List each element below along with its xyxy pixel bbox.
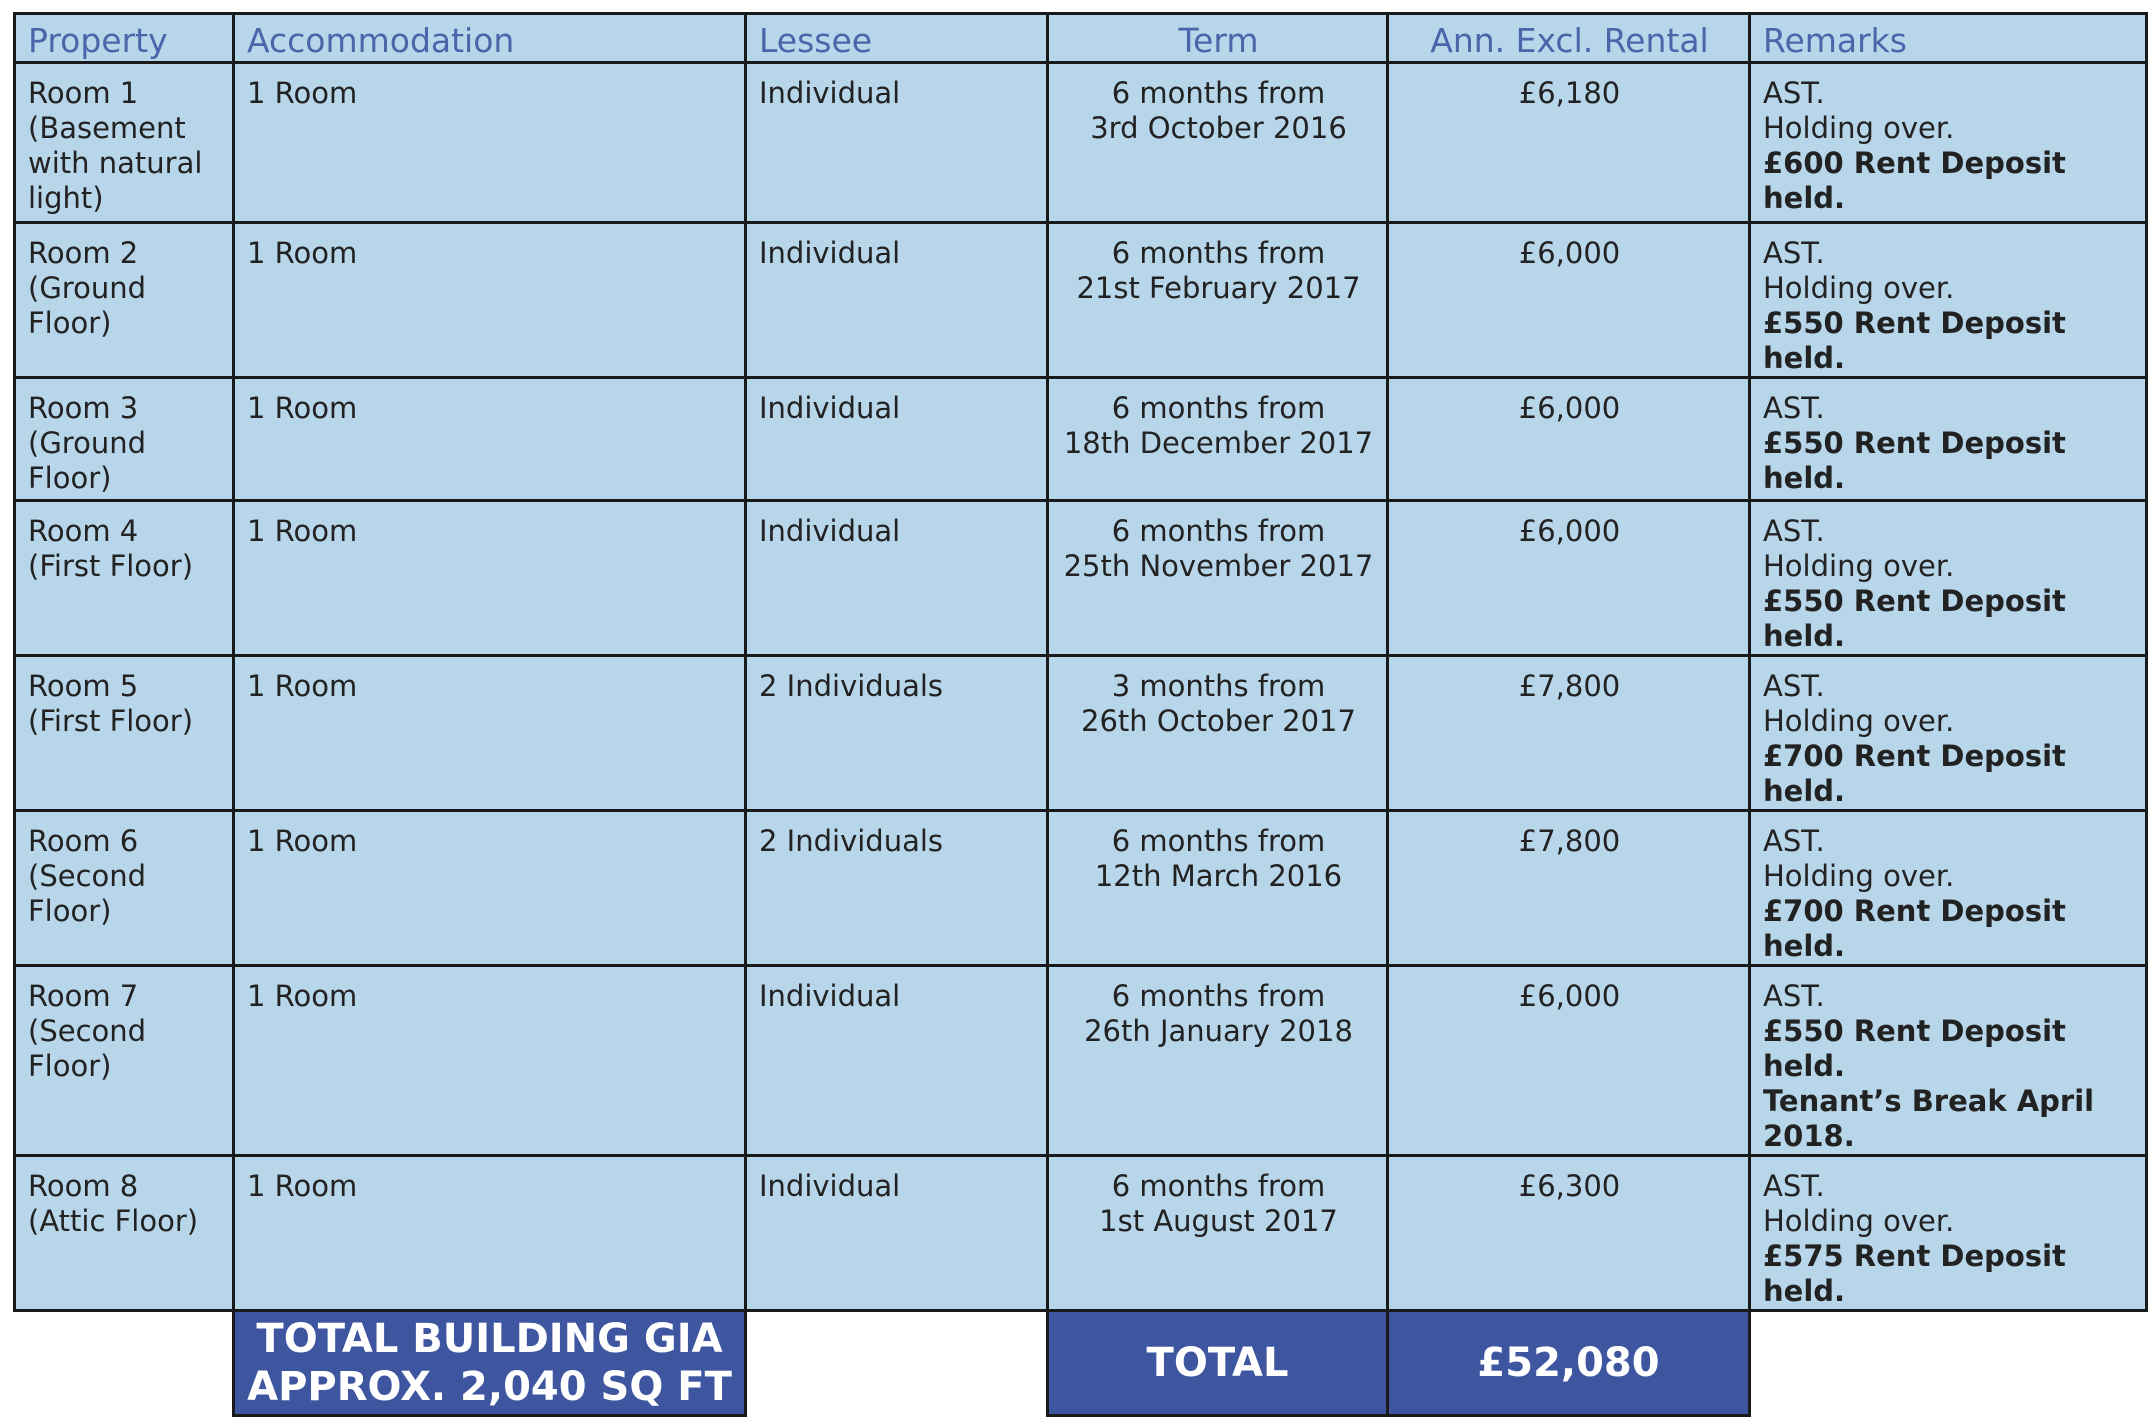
totals-spacer-left: [15, 1311, 234, 1416]
term-line: 6 months from: [1111, 979, 1326, 1013]
remark-line: Holding over.: [1763, 549, 1955, 583]
term-cell: [1048, 811, 1388, 966]
table-row: [15, 63, 2147, 223]
remark-bold-line: £700 Rent Deposit held.: [1763, 739, 2066, 808]
table-row: [15, 501, 2147, 656]
term-cell: [1048, 223, 1388, 378]
property-cell: [15, 501, 234, 656]
lessee-cell: 2 Individuals: [746, 656, 1048, 811]
header-rental: Ann. Excl. Rental: [1388, 14, 1750, 63]
remarks-cell: [1750, 501, 2147, 656]
accommodation-cell: 1 Room: [234, 966, 746, 1156]
header-property: Property: [15, 14, 234, 63]
table-row: [15, 1156, 2147, 1311]
property-cell: [15, 656, 234, 811]
property-cell: [15, 223, 234, 378]
remark-line: AST.: [1763, 76, 1825, 110]
term-line: 3rd October 2016: [1090, 111, 1347, 145]
header-accommodation: Accommodation: [234, 14, 746, 63]
property-line: Room 2: [28, 236, 139, 270]
remarks-cell: [1750, 63, 2147, 223]
rental-cell: £6,000: [1388, 966, 1750, 1156]
remarks-cell: [1750, 966, 2147, 1156]
totals-row: [15, 1311, 2147, 1416]
accommodation-cell: 1 Room: [234, 1156, 746, 1311]
remarks-cell: [1750, 656, 2147, 811]
term-line: 6 months from: [1111, 1169, 1326, 1203]
lessee-cell: Individual: [746, 378, 1048, 501]
remark-bold-line: £550 Rent Deposit held.: [1763, 584, 2066, 653]
tenancy-schedule-table: [13, 12, 2148, 1417]
term-line: 26th October 2017: [1081, 704, 1356, 738]
property-line: Room 8: [28, 1169, 139, 1203]
term-cell: [1048, 63, 1388, 223]
header-term: Term: [1048, 14, 1388, 63]
lessee-cell: 2 Individuals: [746, 811, 1048, 966]
property-line: with natural: [28, 146, 203, 180]
term-line: 6 months from: [1111, 236, 1326, 270]
remark-bold-line: £600 Rent Deposit held.: [1763, 146, 2066, 215]
remark-line: Holding over.: [1763, 271, 1955, 305]
term-cell: [1048, 378, 1388, 501]
term-line: 6 months from: [1111, 514, 1326, 548]
rental-cell: £6,180: [1388, 63, 1750, 223]
property-line: Room 3: [28, 391, 139, 425]
totals-spacer-right: [1750, 1311, 2147, 1416]
rental-cell: £6,000: [1388, 501, 1750, 656]
header-remarks: Remarks: [1750, 14, 2147, 63]
remark-line: AST.: [1763, 236, 1825, 270]
remarks-cell: [1750, 223, 2147, 378]
lessee-cell: Individual: [746, 501, 1048, 656]
term-line: 1st August 2017: [1099, 1204, 1338, 1238]
header-lessee: Lessee: [746, 14, 1048, 63]
remark-line: AST.: [1763, 1169, 1825, 1203]
table-row: [15, 223, 2147, 378]
property-line: Room 1: [28, 76, 139, 110]
table-row: [15, 811, 2147, 966]
property-cell: [15, 378, 234, 501]
table-body: [15, 63, 2147, 1311]
remark-bold-line: £575 Rent Deposit held.: [1763, 1239, 2066, 1308]
property-line: Room 7: [28, 979, 139, 1013]
lessee-cell: Individual: [746, 223, 1048, 378]
remark-line: Holding over.: [1763, 704, 1955, 738]
remark-line: Holding over.: [1763, 111, 1955, 145]
table-row: [15, 656, 2147, 811]
property-line: (Attic Floor): [28, 1204, 199, 1238]
term-line: 25th November 2017: [1063, 549, 1374, 583]
remark-bold-line: £550 Rent Deposit held.: [1763, 306, 2066, 375]
gia-line: TOTAL BUILDING GIA: [256, 1316, 723, 1362]
property-line: (Ground Floor): [28, 426, 146, 495]
term-cell: [1048, 966, 1388, 1156]
property-line: light): [28, 181, 104, 215]
accommodation-cell: 1 Room: [234, 811, 746, 966]
remark-line: Holding over.: [1763, 1204, 1955, 1238]
term-line: 21st February 2017: [1076, 271, 1361, 305]
property-line: (First Floor): [28, 704, 194, 738]
property-cell: [15, 63, 234, 223]
term-line: 26th January 2018: [1084, 1014, 1353, 1048]
table-row: [15, 966, 2147, 1156]
header-row: [15, 14, 2147, 63]
property-line: Room 4: [28, 514, 139, 548]
rental-cell: £6,300: [1388, 1156, 1750, 1311]
property-line: (Ground Floor): [28, 271, 146, 340]
remark-line: AST.: [1763, 824, 1825, 858]
table-row: [15, 378, 2147, 501]
rental-cell: £7,800: [1388, 811, 1750, 966]
term-line: 3 months from: [1111, 669, 1326, 703]
remarks-cell: [1750, 1156, 2147, 1311]
remark-line: AST.: [1763, 514, 1825, 548]
rental-cell: £6,000: [1388, 223, 1750, 378]
property-cell: [15, 1156, 234, 1311]
remark-line: AST.: [1763, 669, 1825, 703]
property-line: (Basement: [28, 111, 186, 145]
property-line: (First Floor): [28, 549, 194, 583]
term-line: 18th December 2017: [1063, 426, 1374, 460]
gia-line: APPROX. 2,040 SQ FT: [247, 1364, 732, 1410]
total-value: £52,080: [1388, 1311, 1750, 1416]
lessee-cell: Individual: [746, 966, 1048, 1156]
remark-line: AST.: [1763, 979, 1825, 1013]
lessee-cell: Individual: [746, 1156, 1048, 1311]
property-line: Room 6: [28, 824, 139, 858]
accommodation-cell: 1 Room: [234, 223, 746, 378]
remarks-cell: [1750, 811, 2147, 966]
property-line: (Second Floor): [28, 859, 147, 928]
property-line: (Second Floor): [28, 1014, 147, 1083]
property-cell: [15, 966, 234, 1156]
property-line: Room 5: [28, 669, 139, 703]
term-cell: [1048, 656, 1388, 811]
lessee-cell: Individual: [746, 63, 1048, 223]
term-line: 6 months from: [1111, 76, 1326, 110]
accommodation-cell: 1 Room: [234, 63, 746, 223]
term-line: 12th March 2016: [1094, 859, 1343, 893]
rental-cell: £6,000: [1388, 378, 1750, 501]
property-cell: [15, 811, 234, 966]
remark-line: Holding over.: [1763, 859, 1955, 893]
total-label: TOTAL: [1048, 1311, 1388, 1416]
term-cell: [1048, 1156, 1388, 1311]
accommodation-cell: 1 Room: [234, 501, 746, 656]
accommodation-cell: 1 Room: [234, 378, 746, 501]
remarks-cell: [1750, 378, 2147, 501]
accommodation-cell: 1 Room: [234, 656, 746, 811]
term-line: 6 months from: [1111, 391, 1326, 425]
term-cell: [1048, 501, 1388, 656]
rental-cell: £7,800: [1388, 656, 1750, 811]
totals-spacer-mid: [746, 1311, 1048, 1416]
remark-bold-line: £700 Rent Deposit held.: [1763, 894, 2066, 963]
term-line: 6 months from: [1111, 824, 1326, 858]
total-building-gia: [234, 1311, 746, 1416]
remark-line: AST.: [1763, 391, 1825, 425]
remark-bold-line: Tenant’s Break April 2018.: [1763, 1084, 2095, 1153]
remark-bold-line: £550 Rent Deposit held.: [1763, 426, 2066, 495]
remark-bold-line: £550 Rent Deposit held.: [1763, 1014, 2066, 1083]
